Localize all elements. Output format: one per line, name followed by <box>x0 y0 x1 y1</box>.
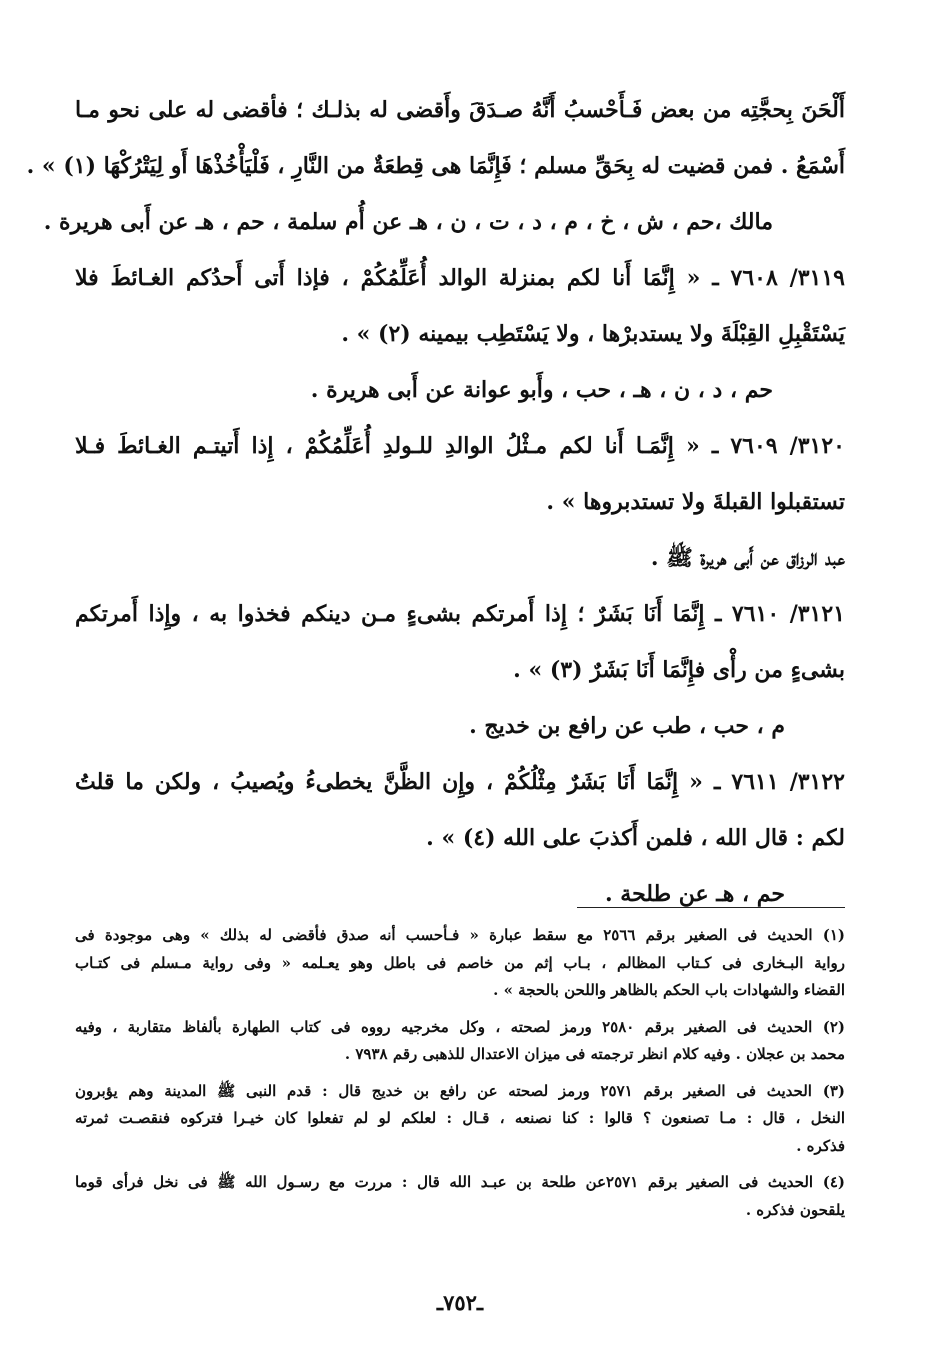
footnote-2 <box>75 1014 845 1069</box>
footnote-line: فذكره . <box>796 1136 845 1155</box>
footnote-line: (٢) الحديث فى الصغير برقم ٢٥٨٠ ورمز لصحته ، وكل مخرجيه رووه فى كتاب الطهارة بألفاظ متقاربة ، وفيه <box>75 1017 845 1036</box>
footnote-line: (٣) الحديث فى الصغير برقم ٢٥٧١ ورمز لصحته عن رافع بن خديج قال : قدم النبى ﷺ المدينة وهم يؤبرون <box>75 1081 845 1100</box>
text-line: أَسْمَعُ . فمن قضيت له بِحَقِّ مسلم ؛ فَإِنَّمَا هى قِطعَةٌ من النَّارِ ، فَلْيَأْخُذْهَا أَو لِيَتْرُكْهَا (١) » . <box>26 153 845 179</box>
hadith-header-line: ٣١٢٢/ ٧٦١١ ـ « إِنَّمَا أَنَا بَشَرٌ مِثْلُكُمْ ، وإِن الظَّنَّ يخطىءُ ويُصيبُ ، ولكن ما قلتُ <box>75 769 845 795</box>
page-number: ـ٧٥٢ـ <box>436 1290 484 1315</box>
hadith-header-line: ٣١٢٠/ ٧٦٠٩ ـ « إِنَّمَـا أَنا لكم مـثْلُ الوالدِ للـولدِ أُعَلِّمُكُمْ ، إِذا أَتيتـم الغـائطَ فـلا <box>75 433 845 459</box>
text-line: تستقبلوا القبلةَ ولا تستدبروها » . <box>546 489 845 515</box>
source-line: عبد الرزاق عن أَبى هريرة ﷺ . <box>650 545 845 571</box>
text-line: لكم : قال الله ، فلمن أَكذبَ على الله (٤) » . <box>426 825 845 851</box>
text-line: يَسْتَقْبِلِ القِبْلَةَ ولا يستدبرْها ، ولا يَسْتَطِب بيمينه (٢) » . <box>341 321 845 347</box>
footnote-line: رواية البـخارى فى كـتاب المظالم ، بـاب إثم من خاصم فى باطل وهو يعـلمه « وفى رواية مـسلم فى كتـاب <box>75 953 845 972</box>
text-line: أَلْحَنَ بِحجَّتِه من بعض فَـأَحْسبُ أَنَّهُ صـدَقَ وأَقضى له بذلـك ؛ فأقضى له على نحو مـا <box>75 97 845 123</box>
footnote-line: (٤) الحديث فى الصغير برقم ٢٥٧١عن طلحة بن عبـد الله قال : مررت مع رسـول الله ﷺ فى نخل فرأى قوما <box>75 1173 845 1191</box>
source-line: حم ، د ، ن ، هـ ، حب ، وأَبو عوانة عن أَبى هريرة . <box>310 377 773 403</box>
footnote-3 <box>75 1078 845 1161</box>
source-line: حم ، هـ عن طلحة . <box>604 881 785 907</box>
text-line: بشىءٍ من رأْى فإِنَّمَا أَنَا بَشَرٌ (٣) » . <box>513 657 845 683</box>
footnote-line: (١) الحديث فى الصغير برقم ٢٥٦٦ مع سقط عبارة « فـأحسب أنه صدق فأقضى له بذلك » وهى موجودة فى <box>75 926 845 944</box>
footnote-line: محمد بن عجلان . وفيه كلام انظر ترجمته فى ميزان الاعتدال للذهبى رقم ٧٩٣٨ . <box>344 1045 845 1063</box>
source-line: مالك ،حم ، ش ، خ ، م ، د ، ت ، ن ، هـ عن أُم سلمة ، حم ، هـ عن أَبى هريرة . <box>43 209 773 235</box>
hadith-header-line: ٣١٢١/ ٧٦١٠ ـ إِنَّمَا أَنَا بَشَرٌ ؛ إِذا أَمرتكم بشىءٍ مـن دينكم فخذوا به ، وإِذا أَمرتكم <box>75 601 845 627</box>
footnote-line: القضاء والشهادات باب الحكم بالظاهر واللحن بالحجة » . <box>493 981 845 999</box>
book-page <box>26 82 845 1342</box>
footnotes-section <box>75 922 845 1224</box>
footnote-1 <box>75 922 845 1005</box>
footnote-4 <box>75 1169 845 1224</box>
footnote-divider <box>577 907 845 908</box>
footnote-line: النخل ، قال : مـا تصنعون ؟ قالوا : كنا نصنعه ، قـال : لعلكم لو لم تفعلوا كان خيـرا فتركوه فنقصـت ثمرته <box>75 1109 845 1127</box>
hadith-header-line: ٣١١٩/ ٧٦٠٨ ـ « إِنَّمَا أَنا لكم بمنزلة الوالد أُعَلِّمُكُمْ ، فإذا أَتى أَحدُكم الغـائطَ فلا <box>75 265 845 291</box>
source-line: م ، حب ، طب عن رافع بن خديج . <box>469 713 785 739</box>
footnote-line: يلقحون فذكره . <box>745 1200 845 1219</box>
main-text-block <box>26 82 845 922</box>
